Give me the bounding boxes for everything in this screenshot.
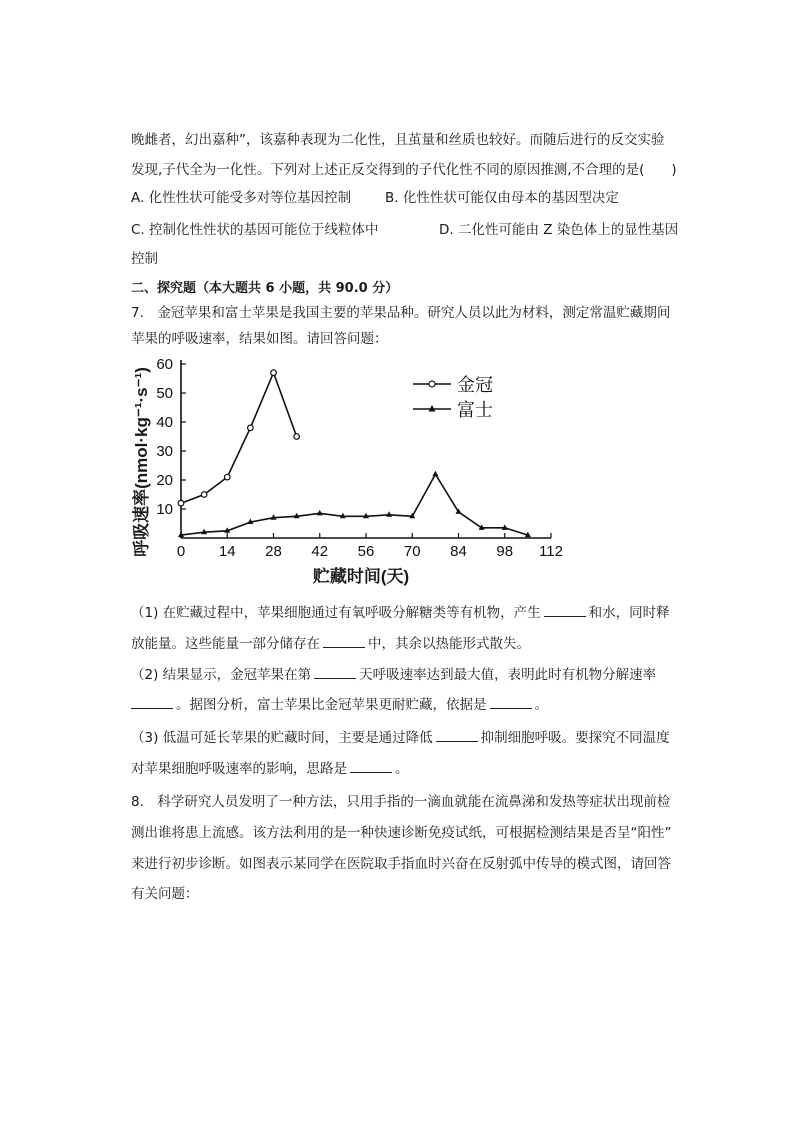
data-point-circle bbox=[224, 474, 230, 480]
x-tick-label: 70 bbox=[403, 543, 421, 560]
q7-sub3-text-a: （3) 低温可延长苹果的贮藏时间，主要是通过降低 bbox=[131, 730, 433, 746]
x-axis-label: 贮藏时间(天) bbox=[312, 567, 410, 586]
q6-option-d: D. 二化性可能由 Z 染色体上的显性基因 bbox=[439, 222, 679, 238]
q7-sub3-line2 bbox=[131, 759, 409, 778]
data-point-triangle bbox=[386, 511, 392, 517]
q6-option-b: B. 化性性状可能仅由母本的基因型决定 bbox=[385, 190, 619, 206]
x-tick-label: 28 bbox=[265, 543, 282, 560]
q6-text-line1: 晚雌者，幻出嘉种”，该嘉种表现为二化性，且茧量和丝质也较好。而随后进行的反交实验 bbox=[131, 132, 665, 148]
q6-option-d-cont: 控制 bbox=[131, 251, 158, 267]
y-tick-label: 60 bbox=[156, 356, 173, 373]
x-tick-label: 84 bbox=[450, 543, 467, 560]
q8-text-line2: 测出谁将患上流感。该方法利用的是一种快速诊断免疫试纸，可根据检测结果是否呈“阳性” bbox=[131, 825, 672, 841]
q7-text-line2: 苹果的呼吸速率，结果如图。请回答问题： bbox=[131, 331, 388, 347]
y-tick-label: 10 bbox=[156, 501, 173, 518]
q7-sub2-text-c: 。据图分析，富士苹果比金冠苹果更耐贮藏，依据是 bbox=[176, 697, 487, 713]
answer-blank[interactable] bbox=[314, 665, 356, 679]
q7-sub2-line2 bbox=[131, 695, 548, 714]
data-point-triangle bbox=[317, 510, 323, 515]
data-point-triangle bbox=[432, 471, 438, 477]
q7-sub1-line1 bbox=[131, 603, 670, 622]
q8-text-line3: 来进行初步诊断。如图表示某同学在医院取手指血时兴奋在反射弧中传导的模式图，请回答 bbox=[131, 856, 671, 872]
q7-sub1-text-d: 中，其余以热能形式散失。 bbox=[368, 636, 530, 652]
legend-label: 金冠 bbox=[457, 375, 493, 395]
legend-label: 富士 bbox=[457, 400, 493, 420]
series-line-1 bbox=[181, 373, 297, 504]
answer-blank[interactable] bbox=[490, 695, 532, 709]
data-point-circle bbox=[294, 434, 300, 440]
answer-blank[interactable] bbox=[131, 695, 173, 709]
q7-sub1-text-b: 和水，同时释 bbox=[588, 605, 670, 621]
y-tick-label: 30 bbox=[156, 443, 173, 460]
respiration-chart bbox=[131, 352, 591, 592]
q7-sub2-text-b: 天呼吸速率达到最大值，表明此时有机物分解速率 bbox=[359, 667, 657, 683]
data-point-circle bbox=[271, 370, 277, 376]
q6-option-c: C. 控制化性性状的基因可能位于线粒体中 bbox=[131, 222, 379, 238]
answer-blank[interactable] bbox=[436, 728, 478, 742]
answer-blank[interactable] bbox=[350, 759, 392, 773]
q7-sub3-line1 bbox=[131, 728, 670, 747]
x-tick-label: 42 bbox=[311, 543, 329, 560]
q7-sub1-line2 bbox=[131, 634, 530, 653]
q7-sub3-text-d: 。 bbox=[395, 761, 409, 777]
q8-text-line4: 有关问题： bbox=[131, 886, 199, 902]
x-tick-label: 0 bbox=[176, 543, 186, 560]
q7-sub2-text-a: （2) 结果显示，金冠苹果在第 bbox=[131, 667, 312, 683]
series-line-2 bbox=[181, 474, 528, 535]
y-tick-label: 40 bbox=[156, 414, 173, 431]
q7-sub1-text-c: 放能量。这些能量一部分储存在 bbox=[131, 636, 320, 652]
chart-axes bbox=[181, 360, 551, 538]
q8-text-line1: 8. 科学研究人员发明了一种方法，只用手指的一滴血就能在流鼻涕和发热等症状出现前检 bbox=[131, 794, 671, 810]
x-tick-label: 112 bbox=[539, 543, 563, 560]
data-point-circle bbox=[201, 492, 207, 498]
data-point-circle bbox=[248, 425, 254, 431]
legend-marker-circle bbox=[429, 381, 435, 387]
answer-blank[interactable] bbox=[323, 634, 365, 648]
x-tick-label: 56 bbox=[357, 543, 375, 560]
q7-sub1-text-a: （1) 在贮藏过程中，苹果细胞通过有氧呼吸分解糖类等有机物，产生 bbox=[131, 605, 541, 621]
chart-legend bbox=[413, 375, 493, 420]
answer-blank[interactable] bbox=[544, 603, 586, 617]
x-tick-label: 98 bbox=[496, 543, 514, 560]
q6-option-a: A. 化性性状可能受多对等位基因控制 bbox=[131, 190, 352, 206]
data-point-circle bbox=[178, 500, 184, 506]
x-tick-label: 14 bbox=[218, 543, 236, 560]
q7-sub2-line1 bbox=[131, 665, 656, 684]
section-heading: 二、探究题（本大题共 6 小题，共 90.0 分） bbox=[131, 281, 399, 296]
y-axis-label: 呼吸速率(nmol·kg⁻¹·s⁻¹) bbox=[132, 367, 151, 557]
q7-sub3-text-b: 抑制细胞呼吸。要探究不同温度 bbox=[480, 730, 670, 746]
q7-sub3-text-c: 对苹果细胞呼吸速率的影响，思路是 bbox=[131, 761, 347, 777]
y-tick-label: 50 bbox=[156, 385, 173, 402]
chart-ticks bbox=[156, 356, 563, 560]
q6-text-line2: 发现,子代全为一化性。下列对上述正反交得到的子代化性不同的原因推测,不合理的是( ) bbox=[131, 162, 677, 178]
q7-sub2-text-d: 。 bbox=[534, 697, 548, 713]
q7-text-line1: 7. 金冠苹果和富士苹果是我国主要的苹果品种。研究人员以此为材料，测定常温贮藏期间 bbox=[131, 305, 671, 321]
y-tick-label: 20 bbox=[156, 472, 173, 489]
